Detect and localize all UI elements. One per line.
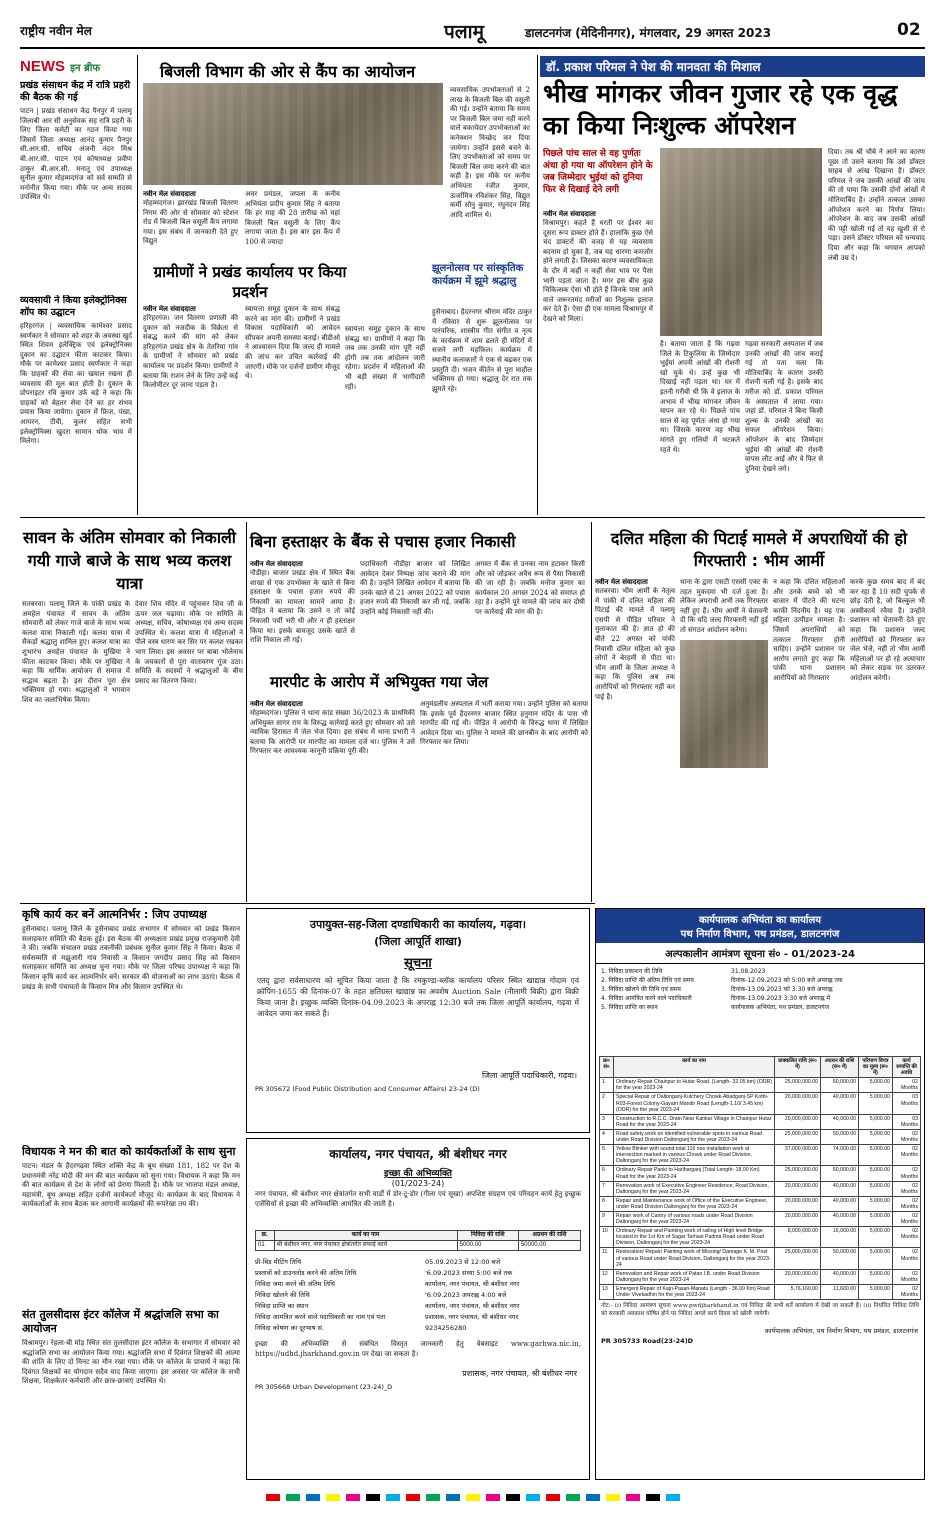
- tender-department: पथ निर्माण विभाग, पथ प्रमंडल, डालटनगंज: [680, 929, 840, 940]
- bheekh-col-b: है। बताया जाता है कि गढ़वा जिले के टिकुलिया के जिम्मेदार भुईयां अपनी आंखों की रोशनी खो चुके थे। उन्हें कुछ भी दिखाई नहीं पड़ता था। घर में इतनी गरीबी थी कि वे इलाज के अभाव में भीख मांगकर जीवन यापन कर रहे थे। पिछले पांच साल से वह पूर्णतः अंधा हो गया था। जिसके कारण वह भीख मांगते हुए गलियों में भटकते रहते थे।: [660, 340, 740, 454]
- table-cell: 40,000.00: [821, 1181, 859, 1196]
- color-swatch: [646, 1494, 660, 1501]
- info-value: कार्यपालक अभियंता, पथ प्रमंडल, डालटनगंज: [731, 1004, 830, 1011]
- table-cell: 02 Months: [893, 1129, 921, 1144]
- color-swatch: [386, 1494, 400, 1501]
- sant-body: विश्रामपुर। रेहला-बी मोड़ स्थित संत तुलसीदास इंटर कॉलेज के सभागार में सोमवार को श्रद्धांजलि सभा का आयोजन किया गया। श्रद्धांजलि सभा में दिवंगत शिक्षकों की आत्मा की शांति के लिए दो मिनट का मौन रखा गया। मौके पर कॉलेज के प्राचार्य ने कहा कि दिवंगत शिक्षकों का योगदान सदैव याद किया जाएगा। इस अवसर पर कॉलेज के सभी शिक्षक, शिक्षकेतर कर्मचारी और छात्र-छात्राएं उपस्थित थे।: [22, 1339, 240, 1386]
- brief-item: [20, 80, 132, 300]
- color-swatch: [306, 1494, 320, 1501]
- list-item: प्रशासक, नगर पंचायत, श्री बंशीधर नगर: [425, 1313, 519, 1321]
- bheekh-col-d: दिया। तब श्री चौबे ने आने का कारण पूछा तो उसने बताया कि उसे डॉक्टर साहब से आंख दिखाना है। डॉक्टर परिमल ने जब उसकी आंखों की जांच की तो पाया कि उसकी दोनों आंखों में मोतियाबिंद है। उन्होंने तत्काल उसका ऑपरेशन करने का निर्णय लिया। ऑपरेशन के बाद जब उसकी आंखों की पट्टी खोली गई तो वह खुशी से रो पड़ा। उसने डॉक्टर परिमल को धन्यवाद दिया और कहा कि भगवान आपको लंबी उम्र दे।: [828, 148, 925, 262]
- table-cell: 02 Months: [893, 1211, 921, 1226]
- masthead: [20, 18, 925, 46]
- table-cell: 9: [600, 1211, 614, 1226]
- table-cell: 03 Months: [893, 1093, 921, 1114]
- tender-notice-title: अल्पकालीन आमंत्रण सूचना सं० - 01/2023-24: [596, 943, 924, 964]
- table-cell: 20,000,000.00: [775, 1093, 821, 1114]
- table-cell: Renovation and Repair work of Patan I.B. under Road Division Daltonganj for the year 2023-24: [614, 1269, 775, 1284]
- table-cell: 20,000,000.00: [775, 1269, 821, 1284]
- list-item: निविदा जमा करने की अंतिम तिथि: [255, 1280, 335, 1288]
- bheekh-kicker: डॉ. प्रकाश परिमल ने पेश की मानवता की मिशाल: [540, 56, 925, 77]
- table-row: [600, 1181, 921, 1196]
- bijli-col-a: [143, 190, 238, 255]
- bheekh-col-c: गढ़वा सरकारी अस्पताल में जब उनकी आंखों की जांच कराई गई तो पता चला कि मोतियाबिंद के कारण उनकी रोशनी चली गई है। इसके बाद मरीज को डॉ. प्रकाश परिमल के अस्पताल में लाया गया। जहां डॉ. परिमल ने बिना किसी शुल्क के उनकी आंखों का सफल ऑपरेशन किया। ऑपरेशन के बाद जिम्मेदार भुईयां की आंखों की रोशनी वापस लौट आई और वे फिर से दुनिया देखने लगे।: [745, 340, 823, 473]
- list-item: प्री-बिड मीटिंग तिथि: [255, 1258, 302, 1266]
- table-cell: 5,000.00: [859, 1227, 893, 1248]
- table-row: [600, 1078, 921, 1093]
- table-cell: 5,000.00: [859, 1181, 893, 1196]
- brief-body: पाटन | प्रखंड संसाधन केंद्र पैनपुर में पलामू जिलाबी आर सी अनुसेवक सह रात्रि प्रहरी के लिए जिला कमेटी का गठन किया गया जिसमें जिला अध्यक्ष आनंद कुमार पैनपुर सी.आर.सी. सचिव अंजनी नंदन मिश्र बी.आर.सी. पाटन एवं कोषाध्यक्ष प्रवीण ठाकुर बी.आर.सी. मनातू एवं उपाध्यक्ष सुनील कुमार मोहम्मदगंज को सर्व सम्मति से मनोनीत किया गया। मौके पर अन्य सदस्य उपस्थित थे।: [20, 107, 132, 202]
- table-row: [600, 1166, 921, 1181]
- table-cell: 01: [256, 1241, 275, 1251]
- dateline: डालटनगंज (मेदिनीनगर), मंगलवार, 29 अगस्त 2023: [525, 26, 772, 40]
- table-cell: 5,76,160.00: [775, 1284, 821, 1299]
- kalash-headline: सावन के अंतिम सोमवार को निकाली गयी गाजे बाजे के साथ भव्य कलश यात्रा: [23, 528, 236, 593]
- table-row: [600, 1129, 921, 1144]
- table-header: कार्य का नाम: [274, 1231, 457, 1241]
- notice-intro: नगर पंचायत, श्री बंशीधर नगर क्षेत्रांतर्गत सभी वार्डों में डोर-टू-डोर (गीला एवं सूखा) अपशिष्ट संग्रहण एवं परिवहन कार्य हेतु इच्छुक एजेंसियों से इच्छा की अभिव्यक्ति आमंत्रित की जाती है।: [255, 1190, 581, 1208]
- table-row: [256, 1241, 581, 1251]
- color-swatch: [566, 1494, 580, 1501]
- table-cell: Restoration/ Repair/ Painting work of Missing/ Damage K. M. Post of various Road under Road Division, Daltonganj for the year 2023-24: [614, 1248, 775, 1269]
- table-header: कार्य का नाम: [614, 1057, 775, 1078]
- table-cell: 2: [600, 1093, 614, 1114]
- table-cell: Repair work of Cantry of various roads under Road Division Daltonganj for the year 2023-24: [614, 1211, 775, 1226]
- table-cell: 37,000,000.00: [775, 1145, 821, 1166]
- notice-footer: इच्छा की अभिव्यक्ति से संबंधित विस्तृत जानकारी हेतु वेबसाइट www.garhwa.nic.in, https://udhd.jharkhand.gov.in पर देखा जा सकता है।: [255, 1340, 581, 1358]
- tender-rows: [600, 1078, 921, 1300]
- table-cell: 3: [600, 1114, 614, 1129]
- table-cell: 02 Months: [893, 1166, 921, 1181]
- news-brief-label: [20, 56, 132, 75]
- table-cell: 5,000.00: [859, 1211, 893, 1226]
- info-value: दिनांक-13.09.2023 3:30 बजे अपराह्न में: [731, 995, 831, 1002]
- bijli-col-c: व्यवसायिक उपभोक्ताओं से 2 लाख के बिजली बिल की वसूली की गई। उन्होंने बताया कि समय पर बिजली बिल जमा नहीं करने वाले बकायेदार उपभोक्ताओं का कनेक्शन विच्छेद कर दिया जायेगा। उन्होंने इससे बचने के लिए उपभोक्ताओं को समय पर बिजली बिल जमा करने की बात कही है। इस मौके पर कनीय अभियंता रंजीत कुमार, ऊर्जामित्र रविशंकर सिंह, विद्युत कर्मी सोनु कुमार, रघुनंदन सिंह आदि शामिल थे।: [450, 86, 530, 219]
- table-row: [600, 1227, 921, 1248]
- krishi-body: हुसैनाबाद। पलामू जिले के हुसैनाबाद प्रखंड सभागार में सोमवार को प्रखंड किसान सलाहकार समिति की बैठक हुई। इस बैठक की अध्यक्षता प्रखंड प्रमुख राजकुमारी देवी ने की। जबकि संचालन प्रखंड तकनीकी प्रबंधक सुनील कुमार सिंह ने किया। बैठक में सर्वसम्मति से मझुआरी गांव निवासी व किसान जगदीप प्रसाद सिंह को किसान सलाहकार समिति का अध्यक्ष चुना गया। मौके पर जिला परिषद उपाध्यक्ष ने कहा कि किसान कृषि कार्य कर आत्मनिर्भर बनें। सरकार की योजनाओं का लाभ उठाएं। बैठक में प्रखंड के सभी पंचायतों के किसान मित्र और किसान उपस्थित थे।: [22, 925, 240, 991]
- list-item: कार्यालय, नगर पंचायत, श्री बंशीधर नगर: [425, 1302, 520, 1310]
- notice-schedule: [247, 1253, 589, 1338]
- color-swatch: [546, 1494, 560, 1501]
- table-cell: 4: [600, 1129, 614, 1144]
- dalit-col-a: [595, 578, 675, 768]
- table-cell: Ordinary Repair Panki to Hariharganj (Total Length- 18.00 Km) Road for the year 2023-24: [614, 1166, 775, 1181]
- section-name: पलामू: [444, 21, 484, 43]
- table-cell: 02 Months: [893, 1181, 921, 1196]
- masthead-rule: [20, 47, 925, 49]
- table-cell: 25,000,000.00: [775, 1166, 821, 1181]
- table-cell: 40,000.00: [821, 1211, 859, 1226]
- table-cell: 7: [600, 1181, 614, 1196]
- table-cell: 20,000,000.00: [775, 1181, 821, 1196]
- vidhayak-story: [22, 1145, 240, 1305]
- dalit-col-d: करके कुछ समय बाद में बंद कर रहा है 10 सदी चुपके से छोड़ देती है, जो बिल्कुल भी अस्वीकार्य रवैया है। उन्होंने प्रशासन को चेतावनी देते हुए कहा कि प्रशासन जल्द आरोपियों को गिरफ्तार कर जेल भेजे, नहीं तो भीम आर्मी महिलाओं पर हो रहे अत्याचार को लेकर सड़क पर उतरकर आंदोलन करेगी।: [850, 578, 925, 682]
- bijli-col-b: अवर प्रमंडल, जपला के कनीय अभियंता प्रदीप कुमार सिंह ने बताया कि हर माह की 28 तारीख को यहां बिजली बिल वसूली के लिए कैंप लगाया जाता है। इस बार इस कैंप में 100 से ज्यादा: [245, 190, 340, 246]
- color-swatch: [486, 1494, 500, 1501]
- maarpeet-col-a: [250, 700, 415, 900]
- color-swatch: [466, 1494, 480, 1501]
- info-value: दिनांक-13.09.2023 को 3:30 बजे अपराह्न: [731, 986, 833, 993]
- color-swatch: [326, 1494, 340, 1501]
- byline: नवीन मेल संवाददाता: [250, 700, 303, 708]
- color-swatch: [266, 1494, 280, 1501]
- info-row: [601, 1003, 919, 1012]
- table-row: [600, 1196, 921, 1211]
- dalit-col-b: थाना के द्वारा एसटी एससी एक्ट के तहत मुकदमा भी दर्ज हुआ है। लेकिन अपराधी अभी तक गिरफ्तार नहीं हुए हैं। भीम आर्मी ने चेतावनी दी कि यदि जल्द गिरफ्तारी नहीं हुई तो संगठन आंदोलन करेगा।: [680, 578, 768, 634]
- bheekh-body: विश्रामपुर। कहते हैं धरती पर ईश्वर का दूसरा रूप डाक्टर होते हैं। हालांकि कुछ ऐसे चंद डाक्टरों की वजह से यह व्यवसाय बदनाम हो चुका है, जब यह धारणा कमजोर होने लगती है। जिसका कारण व्यवसायिकता के दौर में कहीं न कहीं सेवा भाव पर पैसा भारी पड़ता जाता है। मगर इस बीच कुछ चिकित्सक ऐसा भी होते हैं जिनके पास आने वाले जरूरतमंद मरीजों का निशुल्क इलाज कर देते हैं। ऐसा ही एक मामला विश्रामपुर में देखने को मिला।: [543, 219, 653, 323]
- gramin-headline: ग्रामीणों ने प्रखंड कार्यालय पर किया प्रदर्शन: [153, 263, 347, 301]
- bheekh-subhead: पिछले पांच साल से वह पुर्णतः अंधा हो गया था ऑपरेशन होने के जब जिम्मेदार भुईयां को दुनिया फिर से दिखाई देने लगी: [543, 149, 653, 195]
- maarpeet-body: मोहम्मदगंज। पुलिस ने थाना कांड संख्या 36/2023 के प्राथमिकी अभियुक्त सागर राम के विरुद्ध कार्रवाई करते हुए सोमवार को उसे न्यायिक हिरासत में जेल भेज दिया। इस संबंध में थाना प्रभारी ने बताया कि आरोपी पर मारपीट का मामला दर्ज था। पुलिस ने उसे गिरफ्तार कर आवश्यक कानूनी प्रक्रिया पूरी की।: [250, 709, 415, 756]
- table-header: परिमाण विपत्र का मूल्य (रू० में): [859, 1057, 893, 1078]
- tender-table: [599, 1056, 921, 1300]
- maarpeet-col-b: अनुमंडलीय अस्पताल में भर्ती कराया गया। उन्होंने पुलिस को बताया कि इसके पूर्व हैदरनगर बाजार स्थित हनुमान मंदिर के पास भी मारपीट की गई थी। पीड़ित ने आरोपी के विरुद्ध थाना में लिखित आवेदन दिया था। पुलिस ने मामले की छानबीन के बाद आरोपी को गिरफ्तार कर लिया।: [420, 700, 588, 747]
- table-cell: 12: [600, 1269, 614, 1284]
- sant-story: [22, 1308, 240, 1480]
- table-cell: 50,000.00: [821, 1166, 859, 1181]
- list-item: निविदा प्राप्ति का स्थान: [255, 1302, 309, 1310]
- table-row: [600, 1211, 921, 1226]
- dalit-body: सतबरवा। भीम आर्मी के नेतृत्व में पांकी में दलित महिला की पिटाई की मामले में पलामू एसपी से पीड़ित परिवार ने मुलाकात की है। ज्ञात हो की बीते 22 अगस्त को पांकी निवासी दलित महिला को कुछ लोगों ने बेरहमी से पीटा था। भीम आर्मी के जिला अध्यक्ष ने कहा कि पुलिस अब तक आरोपियों को गिरफ्तार नहीं कर पाई है।: [595, 587, 675, 701]
- brief-label: इन ब्रीफ: [70, 63, 101, 74]
- color-swatch: [366, 1494, 380, 1501]
- notice-table-wrap: [247, 1228, 589, 1253]
- bheekh-col-a: [543, 210, 653, 510]
- table-cell: 50,000.00: [821, 1248, 859, 1269]
- table-cell: 40,000.00: [821, 1269, 859, 1284]
- table-cell: 02 Months: [893, 1196, 921, 1211]
- table-cell: 6: [600, 1166, 614, 1181]
- table-cell: Yellow Blinker with sound total 116 nos installation work at intersection marked in various Chowk under Road Division, Daltonganj for the year 2023-24: [614, 1145, 775, 1166]
- table-cell: 50000.00: [518, 1241, 580, 1251]
- list-item: 05.09.2023 से 12:00 बजे: [425, 1258, 501, 1266]
- table-row: [600, 1145, 921, 1166]
- table-cell: Special Repair of Daltonganj-Kutchery Chowk-Abadganj-SP Kothi-R03-Forest Colony-Gayatri Mandir Road (Length-1.10/ 3.45 km) (ODR) for the year 2023-24: [614, 1093, 775, 1114]
- color-swatch: [286, 1494, 300, 1501]
- page-number: 02: [897, 20, 921, 40]
- section-rule: [20, 903, 595, 904]
- table-cell: 25,000,000.00: [775, 1078, 821, 1093]
- table-cell: 02 Months: [893, 1248, 921, 1269]
- tender-note: नोट:- (i) निविदा आमंत्रण सूचना www.pwdjharkhand.in एवं निविदा की सभी शर्तें कार्यालय में देखी जा सकती हैं। (ii) निर्धारित निविदा तिथि को सरकारी अवकाश घोषित होने पर निविदा अगले कार्य दिवस को खोली जायेगी।: [601, 1303, 919, 1317]
- notice-signature: जिला आपूर्ति पदाधिकारी, गढ़वा।: [481, 1071, 577, 1080]
- table-cell: 25,000,000.00: [775, 1129, 821, 1144]
- schedule-values: [425, 1257, 581, 1334]
- news-label: NEWS: [20, 58, 65, 75]
- table-row: [600, 1093, 921, 1114]
- notice-title: कार्यालय, नगर पंचायत, श्री बंशीधर नगर: [329, 1147, 507, 1161]
- table-cell: Construction to R.C.C. Drain Near Kankar Village in Chainpur Hutar Road for the year 2023-24: [614, 1114, 775, 1129]
- notice-heading: सूचना: [404, 956, 432, 971]
- table-cell: Renovation work of Executive Engineer Residence, Road Division, Daltonganj for the year 2023-24: [614, 1181, 775, 1196]
- table-cell: 02 Months: [893, 1078, 921, 1093]
- gramin-col-a: [143, 305, 238, 515]
- bank-body: नौडीहा। बाजार प्रखंड क्षेत्र में स्थित बैंक शाखा से एक उपभोक्ता के खाते से बिना हस्ताक्षर के पचास हजार रुपये की निकासी का मामला सामने आया है। पीड़ित ने बताया कि उसने न तो कोई निकासी पर्ची भरी थी और न ही हस्ताक्षर किया था। इसके बावजूद उसके खाते से राशि निकाल ली गई।: [250, 569, 355, 645]
- table-cell: 5,000.00: [859, 1196, 893, 1211]
- table-cell: 40,000.00: [821, 1196, 859, 1211]
- list-item: प्रस्तावों को डाउनलोड करने की अंतिम तिथि: [255, 1269, 357, 1277]
- table-cell: 5,000.00: [859, 1248, 893, 1269]
- table-cell: 5,000.00: [859, 1129, 893, 1144]
- section-rule: [20, 517, 925, 518]
- vidhayak-headline: विधायक ने मन की बात को कार्यकर्ताओं के साथ सुना: [22, 1145, 236, 1158]
- jhoolanotsav-headline: झूलनोत्सव पर सांस्कृतिक कार्यक्रम में झूमे श्रद्धालु: [432, 263, 524, 287]
- table-cell: 11: [600, 1248, 614, 1269]
- table-header: कार्य समाप्ति की अवधि: [893, 1057, 921, 1078]
- table-cell: 8,000,000.00: [775, 1227, 821, 1248]
- info-label: 1. निविदा प्रकाशन की तिथि: [601, 968, 663, 975]
- brief-item: [20, 295, 132, 510]
- notice-title: उपायुक्त-सह-जिला दण्डाधिकारी का कार्यालय, गढ़वा।: [309, 918, 527, 931]
- color-swatch: [526, 1494, 540, 1501]
- table-cell: 03 Months: [893, 1114, 921, 1129]
- table-cell: 25,000,000.00: [775, 1248, 821, 1269]
- table-cell: 40,000.00: [821, 1114, 859, 1129]
- kalash-col-b: देवार शिव मंदिर में पहुंचकर शिव जी के ऊपर जल चढ़ाया। मौके पर समिति के अध्यक्ष, सचिव, कोषाध्यक्ष एवं अन्य सदस्य उपस्थित थे। कलश यात्रा में महिलाओं ने पीले वस्त्र धारण कर सिर पर कलश रखकर भाग लिया। इस अवसर पर बाबा भोलेनाथ के जयकारों से पूरा वातावरण गूंज उठा। समिति के सदस्यों ने श्रद्धालुओं के बीच प्रसाद का वितरण किया।: [135, 600, 243, 685]
- table-cell: 5,000.00: [859, 1269, 893, 1284]
- bheekh-photo: [660, 148, 822, 336]
- info-row: [601, 985, 919, 994]
- gramin-col-b: स्वायत्ता समूह दुकान के साथ संबद्ध करने का मांग की। ग्रामीणों ने प्रखंड विकास पदाधिकारी को आवेदन सौंपकर अपनी समस्या बताई। बीडीओ ने आश्वासन दिया कि जल्द ही मामले की जांच कर उचित कार्रवाई की जाएगी। मौके पर दर्जनों ग्रामीण मौजूद थे।: [245, 305, 340, 381]
- tender-table-wrap: [596, 1056, 924, 1300]
- table-header: क्र.: [256, 1231, 275, 1241]
- registration-color-bar: [20, 1492, 925, 1502]
- color-swatch: [626, 1494, 640, 1501]
- table-cell: 5,000.00: [859, 1093, 893, 1114]
- table-cell: 5,000.00: [859, 1145, 893, 1166]
- tender-header: [596, 909, 924, 943]
- table-cell: Ordinary Repair and Painting work of railing of High level Bridge located in the 1st Km of Sagar Tarhasi Padma Road under Road Division, Daltonganj for the year 2023-24: [614, 1227, 775, 1248]
- column-divider: [137, 55, 138, 515]
- column-divider: [591, 522, 592, 902]
- krishi-headline: कृषि कार्य कर बनें आत्मनिर्भर : जिप उपाध्यक्ष: [22, 908, 207, 921]
- sant-headline: संत तुलसीदास इंटर कॉलेज में श्रद्धांजलि सभा का आयोजन: [22, 1308, 219, 1335]
- info-value: दिनांक-12.09.2023 को 5:00 बजे अपराह्न तक: [731, 977, 843, 984]
- vidhayak-body: पाटन। मंडल के हैदरगढ़वा स्थित शक्ति केंद्र के बूथ संख्या 181, 182 पर देश के प्रधानमंत्री नरेंद्र मोदी की मन की बात कार्यक्रम को सुना गया। विधायक ने कहा कि मन की बात कार्यक्रम से देश के लोगों को प्रेरणा मिलती है। मौके पर भाजपा मंडल अध्यक्ष, महामंत्री, बूथ अध्यक्ष सहित दर्जनों कार्यकर्ता मौजूद थे। कार्यक्रम के बाद विधायक ने कार्यकर्ताओं के साथ बैठक कर आगामी कार्यक्रमों की रूपरेखा तय की।: [22, 1162, 240, 1209]
- dalit-headline: दलित महिला की पिटाई मामले में अपराधियों की हो गिरफ्तारी : भीम आर्मी: [610, 529, 908, 570]
- table-cell: 5000.00: [457, 1241, 518, 1251]
- bijli-photo: [143, 83, 443, 185]
- table-cell: 02 Months: [893, 1227, 921, 1248]
- table-cell: Road safety work on identified vulnerable spots in various Road under Road Division Daltonganj for the year 2023-24: [614, 1129, 775, 1144]
- table-cell: 20,000,000.00: [775, 1211, 821, 1226]
- byline: नवीन मेल संवाददाता: [250, 560, 303, 568]
- list-item: कार्यालय, नगर पंचायत, श्री बंशीधर नगर: [425, 1280, 520, 1288]
- tender-info: [596, 964, 924, 1056]
- table-cell: 5: [600, 1145, 614, 1166]
- notice-subtitle: (जिला आपूर्ति शाखा): [374, 935, 462, 948]
- info-label: 3. निविदा खोलने की तिथि एवं समय: [601, 986, 681, 993]
- color-swatch: [446, 1494, 460, 1501]
- table-header: अग्रधन की राशि (रू० में): [821, 1057, 859, 1078]
- color-swatch: [666, 1494, 680, 1501]
- color-swatch: [506, 1494, 520, 1501]
- table-cell: 02 Months: [893, 1145, 921, 1166]
- notice-signature: प्रशासक, नगर पंचायत, श्री बंशीधर नगर: [462, 1369, 577, 1378]
- notice-garhwa: [246, 908, 590, 1133]
- schedule-labels: [255, 1257, 425, 1334]
- bank-headline: बिना हस्ताक्षर के बैंक से पचास हजार निकासी: [250, 532, 516, 551]
- table-header: क्र० सं०: [600, 1057, 614, 1078]
- gramin-col-c: स्वायत्ता समूह दुकान के साथ संबद्ध था। ग्रामीणों ने कहा कि जब तक उनकी मांग पूरी नहीं होगी तब तक आंदोलन जारी रहेगा। प्रदर्शन में महिलाओं की भी बड़ी संख्या में भागीदारी रही।: [345, 325, 425, 391]
- bijli-headline: बिजली विभाग की ओर से कैंप का आयोजन: [160, 62, 416, 81]
- list-item: निविदा कोषांग का दूरभाष सं.: [255, 1324, 325, 1332]
- table-cell: 11,600.00: [821, 1284, 859, 1299]
- table-cell: 5,000.00: [859, 1166, 893, 1181]
- list-item: निविदा आमंत्रित करने वाले पदाधिकारी का नाम एवं पता: [255, 1313, 386, 1321]
- list-item: '6.09.2023 संध्या 5:00 बजे तक: [425, 1269, 513, 1277]
- table-cell: 8: [600, 1196, 614, 1211]
- table-cell: 5,000.00: [859, 1078, 893, 1093]
- gramin-body: हरिहरगंज। जन वितरण प्रणाली की दुकान को नजदीक के विक्रेता से संबद्ध करने की मांग को लेकर हरिहरगंज प्रखंड क्षेत्र के तेतरिया गांव के ग्रामीणों ने सोमवार को प्रखंड कार्यालय पर प्रदर्शन किया। ग्रामीणों ने बताया कि राशन लेने के लिए उन्हें कई किलोमीटर दूर जाना पड़ता है।: [143, 314, 238, 390]
- table-cell: 20,000,000.00: [775, 1114, 821, 1129]
- table-cell: 02 Months: [893, 1284, 921, 1299]
- info-label: 5. निविदा प्राप्ति का स्थान: [601, 1004, 658, 1011]
- table-cell: Repair and Maintenance work of Office of the Executive Engineer, under Road Division Daltonganj for the year 2023-24: [614, 1196, 775, 1211]
- table-cell: Ordinary Repair Chainpur to Hutar Road. (Length- 32.05 km) (ODR) for the year 2023-24: [614, 1078, 775, 1093]
- color-swatch: [406, 1494, 420, 1501]
- byline: नवीन मेल संवाददाता: [595, 578, 648, 586]
- info-row: [601, 976, 919, 985]
- color-swatch: [586, 1494, 600, 1501]
- info-value: 31.08.2023: [731, 968, 766, 975]
- tender-pr-number: PR 305733 Road(23-24)D: [601, 1337, 694, 1346]
- notice-pr-number: PR 305672 (Food Public Distribution and Consumer Affairs) 23-24 (D): [255, 1085, 480, 1093]
- table-cell: 20,000,000.00: [775, 1196, 821, 1211]
- table-row: [600, 1284, 921, 1299]
- table-header: अग्रधन की राशि: [518, 1231, 580, 1241]
- table-cell: 50,000.00: [821, 1078, 859, 1093]
- byline: नवीन मेल संवाददाता: [143, 305, 196, 313]
- column-divider: [246, 522, 247, 902]
- table-cell: श्री बंशीधर नगर, नगर पंचायत क्षेत्रांतर्गत सफाई कार्य: [274, 1241, 457, 1251]
- byline: नवीन मेल संवाददाता: [543, 210, 596, 218]
- notice-table: [255, 1230, 581, 1251]
- brief-body: हरिहरगंज | व्यवसायिक कामेश्वर प्रसाद स्वर्णकार ने सोमवार को शहर के अवस्था खुर्द स्थित शिवम इलेक्ट्रिक एवं इलेक्ट्रोनिक्स दुकान का उद्घाटन फीता काटकर किया। मौके पर कामेश्वर प्रसाद स्वर्णकार ने कहा कि ग्राहकों की सेवा का खयाल रखना ही व्यवसाय की मूल बात होती है। दुकान के प्रोपराइटर रवि कुमार उर्फ बड़े ने कहा कि ग्राहकों को बेहतर सेवा देने का हर संभव प्रयास किया जायेगा। दुकान में फ्रिज, पंखा, आयरन, टीवी, कूलर सहित सभी इलेक्ट्रोनिक्स खुदरा सामान थोक भाव में मिलेगा।: [20, 322, 132, 446]
- table-cell: 10: [600, 1227, 614, 1248]
- table-header: प्राक्कलित राशि (रू० में): [775, 1057, 821, 1078]
- dalit-col-c: न कहा कि दलित महिलाओं और उनके बच्चे को भी बाजार में पीटने की घटना काफी निंदनीय है। यह एक महिला उत्पीड़न मामला है। जिसमें अपराधियों को तत्काल गिरफ्तार होनी चाहिए। उन्होंने प्रशासन पर आरोप लगाते हुए कहा कि पांकी थाना प्रशासन आरोपियों को गिरफ्तार: [773, 578, 845, 682]
- table-cell: 74,000.00: [821, 1145, 859, 1166]
- table-cell: 02 Months: [893, 1269, 921, 1284]
- brief-headline: प्रखंड संसाधन केंद्र में रात्रि प्रहरी की बैठक की गई: [20, 80, 131, 103]
- table-row: [600, 1114, 921, 1129]
- list-item: निविदा खोलने की तिथि: [255, 1291, 310, 1299]
- color-swatch: [606, 1494, 620, 1501]
- column-divider: [537, 55, 538, 515]
- paper-logo: राष्ट्रीय नवीन मेल: [20, 24, 92, 38]
- info-row: [601, 967, 919, 976]
- color-swatch: [346, 1494, 360, 1501]
- notice-pr-number: PR 305668 Urban Development (23-24)_D: [255, 1383, 393, 1391]
- byline: नवीन मेल संवाददाता: [143, 190, 196, 198]
- krishi-story: [22, 908, 240, 1143]
- tender-office: कार्यपालक अभियंता का कार्यालय: [698, 915, 822, 926]
- info-label: 2. निविदा प्राप्ति की अंतिम तिथि एवं समय: [601, 977, 694, 984]
- list-item: '6.09.2023 अपराह्न 4:00 बजे: [425, 1291, 507, 1299]
- list-item: 9234256280: [425, 1324, 467, 1332]
- table-cell: 13: [600, 1284, 614, 1299]
- table-row: [600, 1269, 921, 1284]
- bheekh-headline: भीख मांगकर जीवन गुजार रहे एक वृद्ध का किया निःशुल्क ऑपरेशन: [543, 79, 898, 140]
- bijli-body: मोहम्मदगंज। झारखंड बिजली वितरण निगम की ओर से सोमवार को स्टेशन रोड में बिजली बिल वसूली कैंप लगाया गया। इस संबंध में जानकारी देते हुए विद्युत: [143, 199, 238, 246]
- bank-col-b: पदाधिकारी नौडीहा बाजार को लिखित आवेदन देकर निष्पक्ष जांच कराने की मांग की है। उन्होंने लिखित आवेदन में बताया कि उनके खाते से 21 अगस्त 2022 को पचास हजार रुपये की निकासी कर ली गई, जबकि उन्होंने कोई निकासी नहीं की।: [360, 560, 470, 616]
- notice-ref: (01/2023-24): [391, 1179, 445, 1188]
- notice-body: एतद् द्वारा सर्वसाधारण को सूचित किया जाता है कि रमकुण्डा-ब्लॉक कार्यालय परिसर स्थित खाद्यान्न गोदाम एवं क्रॉपिंग-1655 की दिनांक-07 के तहत क्षतिग्रस्त खाद्यान्न का अवशेष Auction Sale (नीलामी बिक्री) द्वारा बिक्री किया जाना है। इच्छुक व्यक्ति दिनांक-04.09.2023 के अपराह्न 12:30 बजे तक जिला आपूर्ति कार्यालय, गढ़वा में आवेदन जमा कर सकते हैं।: [257, 976, 579, 1018]
- color-swatch: [426, 1494, 440, 1501]
- jhoolanotsav-body: हुसैनाबाद। हैदरनगर श्रीराम मंदिर ठाकुर में रविवार से शुरू झूलनोत्सव पर पारंपरिक, शास्त्रीय गीत संगीत व नृत्य के कार्यक्रम में शाम ढलते ही मंदिरों में सजने लगी महफ़िल। कार्यक्रम में स्थानीय कलाकारों ने एक से बढ़कर एक प्रस्तुति दी। भजन कीर्तन से पूरा माहौल भक्तिमय हो गया। श्रद्धालु देर रात तक झूमते रहे।: [432, 308, 532, 393]
- table-cell: 5,000.00: [859, 1114, 893, 1129]
- tender-notice: [595, 908, 925, 1480]
- dalit-photo: [680, 640, 768, 768]
- tender-signature: कार्यपालक अभियंता, पथ निर्माण विभाग, पथ प्रमंडल, डालटनगंज: [764, 1327, 918, 1336]
- notice-heading: इच्छा की अभिव्यक्ति: [384, 1169, 452, 1179]
- table-cell: Emergent Repair of Kajri-Pasan-Manatu (Length - 36.00 Km) Road Under Vivekadhin for the year 2023-24: [614, 1284, 775, 1299]
- notice-bansidhar: [246, 1138, 590, 1480]
- kalash-col-a: सतबरवा। पलामू जिले के पांकी प्रखंड के अमहेल पंचायत में सावन के अंतिम सोमवारी को लेकर गाजे बाजे के साथ भव्य कलश यात्रा निकाली गई। कलश यात्रा में सैकड़ों श्रद्धालु शामिल हुए। कलश यात्रा का शुभारंभ अमहेल पंचायत के मुखिया ने फीता काटकर किया। मौके पर मुखिया ने कहा कि धार्मिक आयोजन से समाज में सद्भाव बढ़ता है। इस दौरान पूरा क्षेत्र भक्तिमय हो गया। श्रद्धालुओं ने भगवान शिव का जलाभिषेक किया।: [22, 600, 130, 704]
- table-header: निविदा की राशि: [457, 1231, 518, 1241]
- brief-headline: व्यवसायी ने किया इलेक्ट्रोनिक्स शॉप का उद्घाटन: [20, 295, 127, 318]
- bank-col-a: [250, 560, 355, 665]
- table-row: [600, 1248, 921, 1269]
- bank-col-c: अगस्त में बैंक से उनका नाम हटाकर किसी और को जोड़कर अवैध रूप से पैसा निकासी की जा रही है। जबकि मनोज कुमार का कार्यकाल 20 अगस्त 2024 को समाप्त हो रहा है। उन्होंने पूरे मामले की जांच कर दोषी पर कार्रवाई की मांग की है।: [475, 560, 585, 616]
- info-row: [601, 994, 919, 1003]
- table-cell: 1: [600, 1078, 614, 1093]
- table-cell: 40,000.00: [821, 1093, 859, 1114]
- info-label: 4. निविदा आमंत्रित करने वाले पदाधिकारी: [601, 995, 692, 1002]
- table-cell: 16,000.00: [821, 1227, 859, 1248]
- table-cell: 5,000.00: [859, 1284, 893, 1299]
- table-cell: 50,000.00: [821, 1129, 859, 1144]
- maarpeet-headline: मारपीट के आरोप में अभियुक्त गया जेल: [270, 673, 489, 691]
